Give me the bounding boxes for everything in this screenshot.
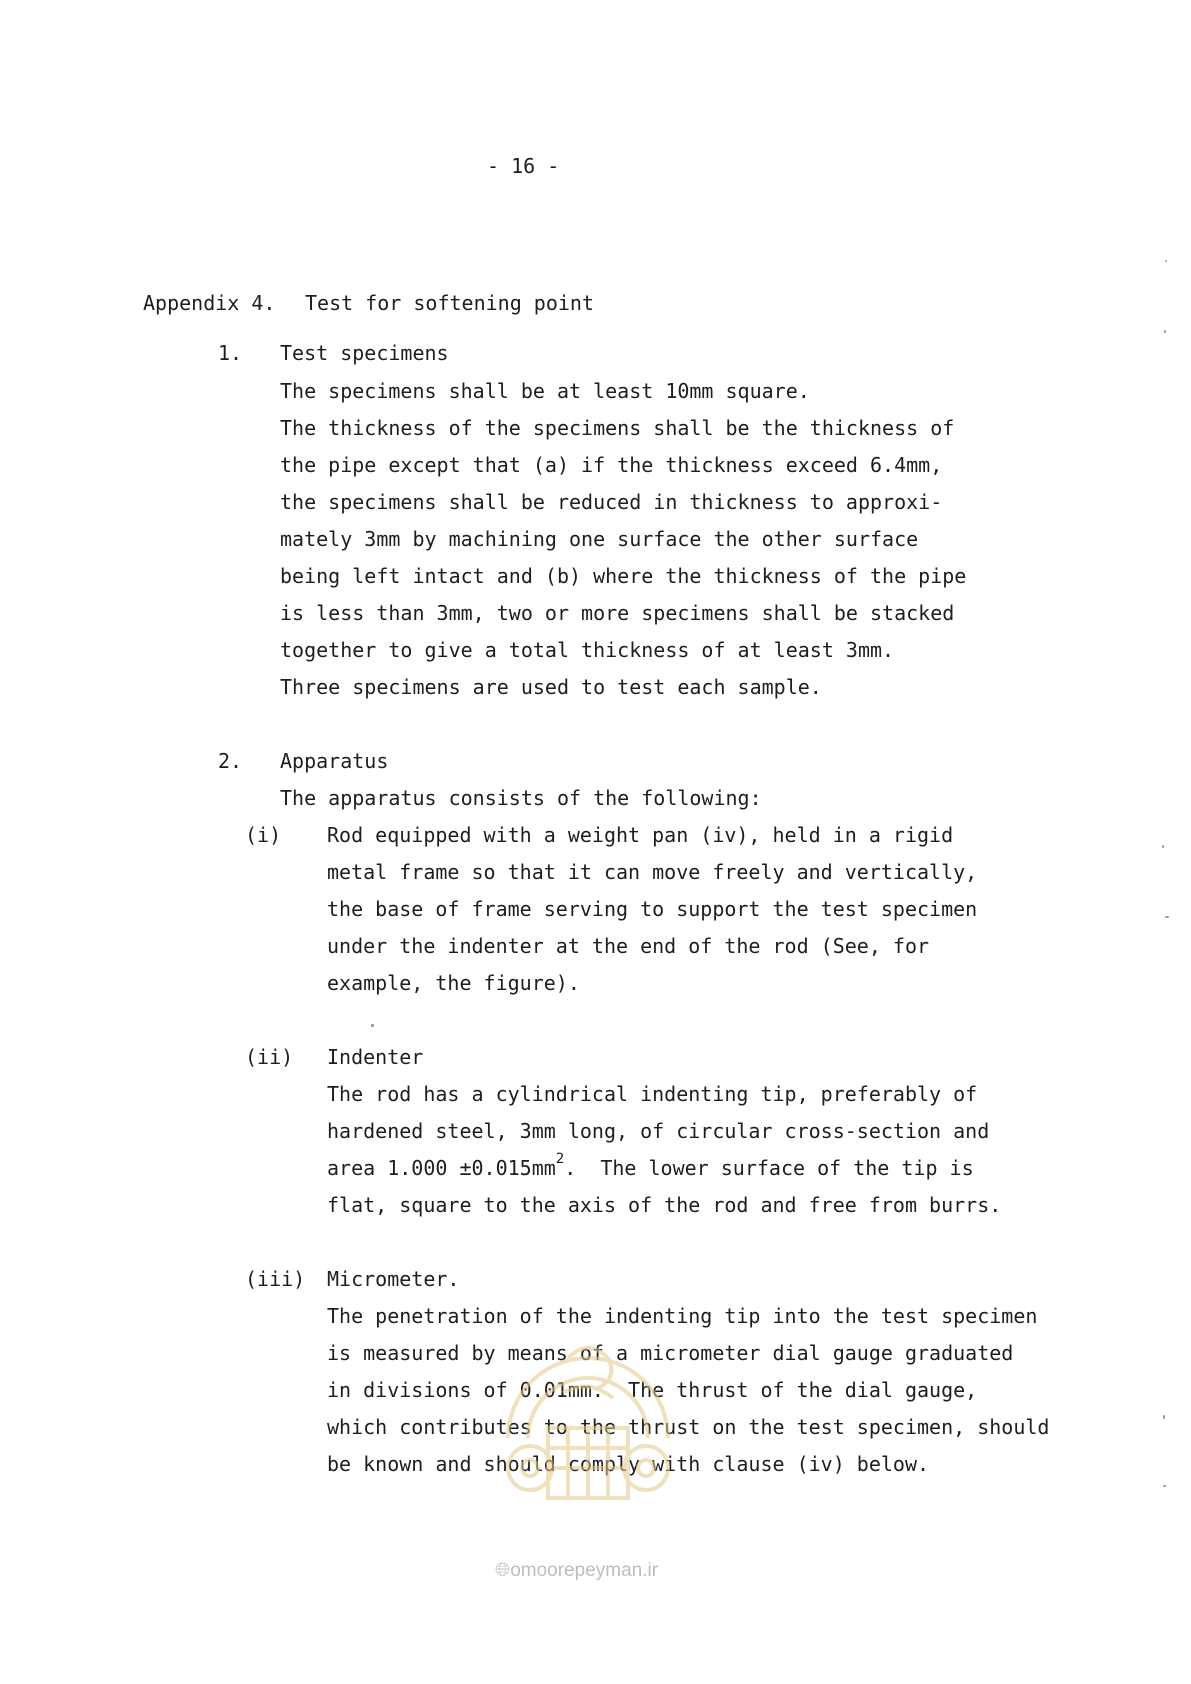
item-iii-line: which contributes to the thrust on the test specimen, should <box>327 1415 1050 1439</box>
page-number: - 16 - <box>487 154 560 178</box>
item-iii-heading: Micrometer. <box>327 1267 460 1291</box>
scan-speck <box>1163 1415 1165 1419</box>
section1-line: The specimens shall be at least 10mm square. <box>280 379 810 403</box>
area-text: area 1.000 ±0.015mm <box>327 1156 556 1180</box>
section1-line: together to give a total thickness of at least 3mm. <box>280 638 895 662</box>
item-ii-heading: Indenter <box>327 1045 424 1069</box>
item-iii-line: The penetration of the indenting tip into the test specimen <box>327 1304 1038 1328</box>
section1-line: mately 3mm by machining one surface the other surface <box>280 527 919 551</box>
item-i-label: (i) <box>245 823 282 847</box>
seal-logo-icon <box>468 1318 708 1508</box>
section1-line: is less than 3mm, two or more specimens shall be stacked <box>280 601 955 625</box>
scan-speck <box>371 1024 374 1027</box>
section1-line: being left intact and (b) where the thickness of the pipe <box>280 564 967 588</box>
item-i-line: metal frame so that it can move freely and vertically, <box>327 860 978 884</box>
item-ii-line: The rod has a cylindrical indenting tip, preferably of <box>327 1082 978 1106</box>
scan-speck <box>1165 916 1169 918</box>
scan-speck <box>1163 1485 1166 1487</box>
item-ii-label: (ii) <box>245 1045 294 1069</box>
item-i-line: under the indenter at the end of the rod (See, for <box>327 934 930 958</box>
item-iii-label: (iii) <box>245 1267 306 1291</box>
scan-speck <box>1165 260 1167 262</box>
scan-speck <box>1162 845 1164 848</box>
item-ii-line: hardened steel, 3mm long, of circular cross-section and <box>327 1119 990 1143</box>
area-superscript: 2 <box>555 1151 565 1167</box>
item-i-line: example, the figure). <box>327 971 580 995</box>
scan-speck <box>1164 330 1166 333</box>
item-i-line: Rod equipped with a weight pan (iv), held in a rigid <box>327 823 954 847</box>
globe-icon: 🌐︎ <box>495 1560 511 1581</box>
section1-line: Three specimens are used to test each sample. <box>280 675 822 699</box>
section2-intro: The apparatus consists of the following: <box>280 786 762 810</box>
section1-line: the specimens shall be reduced in thickness to approxi- <box>280 490 943 514</box>
section1-number: 1. <box>218 341 243 365</box>
section2-number: 2. <box>218 749 243 773</box>
item-iii-line: in divisions of 0.01mm. The thrust of the dial gauge, <box>327 1378 978 1402</box>
item-ii-line: flat, square to the axis of the rod and free from burrs. <box>327 1193 1002 1217</box>
item-iii-line: is measured by means of a micrometer dial gauge graduated <box>327 1341 1014 1365</box>
section1-heading: Test specimens <box>280 341 449 365</box>
item-i-line: the base of frame serving to support the test specimen <box>327 897 978 921</box>
appendix-label: Appendix 4. <box>143 291 276 315</box>
item-ii-area-line <box>327 1151 974 1183</box>
appendix-title: Test for softening point <box>305 291 594 315</box>
item-iii-line: be known and should comply with clause (iv) below. <box>327 1452 930 1476</box>
section1-line: the pipe except that (a) if the thickness exceed 6.4mm, <box>280 453 943 477</box>
area-text-after: . The lower surface of the tip is <box>564 1156 974 1180</box>
section1-line: The thickness of the specimens shall be the thickness of <box>280 416 955 440</box>
watermark-text: omoorepeyman.ir <box>510 1560 659 1581</box>
section2-heading: Apparatus <box>280 749 389 773</box>
watermark-url <box>495 1560 658 1582</box>
